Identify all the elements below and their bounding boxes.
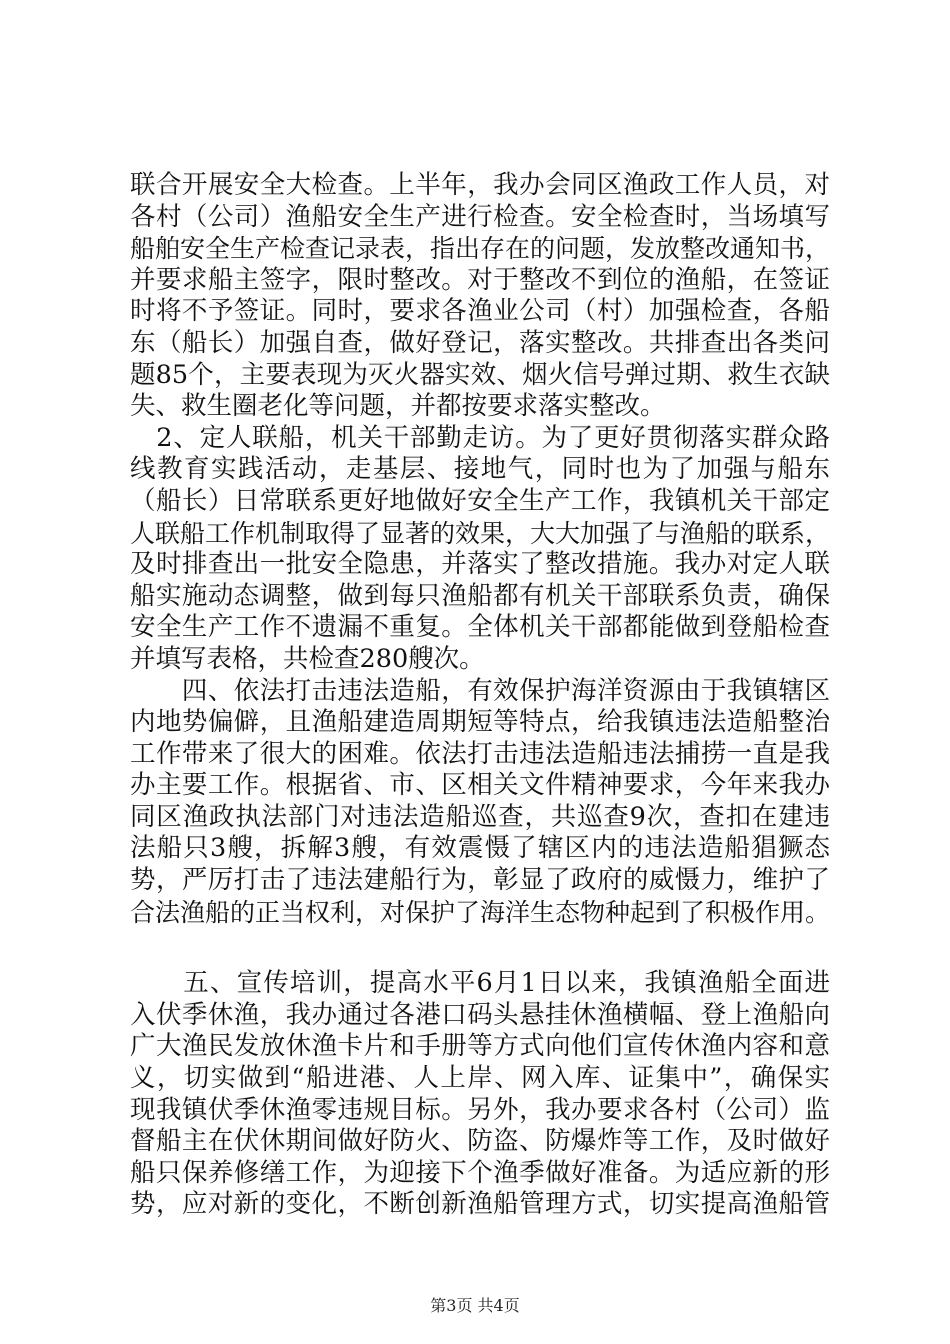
text-line: 势，严厉打击了违法建船行为，彰显了政府的威慑力，维护了 [130, 865, 830, 896]
paragraph-spacer [130, 928, 830, 968]
text-line: 义，切实做到“船进港、人上岸、网入库、证集中”，确保实 [130, 1063, 830, 1094]
text-line: 现我镇伏季休渔零违规目标。另外，我办要求各村（公司）监 [130, 1094, 830, 1125]
text-line: 船只保养修缮工作，为迎接下个渔季做好准备。为适应新的形 [130, 1157, 830, 1188]
text-line: 广大渔民发放休渔卡片和手册等方式向他们宣传休渔内容和意 [130, 1031, 830, 1062]
text-line: 入伏季休渔，我办通过各港口码头悬挂休渔横幅、登上渔船向 [130, 999, 830, 1030]
text-line: 内地势偏僻，且渔船建造周期短等特点，给我镇违法造船整治 [130, 707, 830, 738]
text-line: 工作带来了很大的困难。依法打击违法造船违法捕捞一直是我 [130, 738, 830, 769]
text-line: 东（船长）加强自查，做好登记，落实整改。共排查出各类问 [130, 327, 830, 358]
text-line: 并要求船主签字，限时整改。对于整改不到位的渔船，在签证 [130, 264, 830, 295]
text-line: 五、宣传培训，提高水平6月1日以来，我镇渔船全面进 [130, 968, 830, 999]
text-line: 各村（公司）渔船安全生产进行检查。安全检查时，当场填写 [130, 201, 830, 232]
text-line: 势，应对新的变化，不断创新渔船管理方式，切实提高渔船管 [130, 1189, 830, 1220]
paragraph-2 [130, 423, 830, 676]
text-line: 船舶安全生产检查记录表，指出存在的问题，发放整改通知书， [130, 234, 831, 264]
text-line: 题85个，主要表现为灭火器实效、烟火信号弹过期、救生衣缺 [130, 359, 830, 390]
text-line: （船长）日常联系更好地做好安全生产工作，我镇机关干部定 [130, 485, 830, 516]
text-line: 线教育实践活动，走基层、接地气，同时也为了加强与船东 [130, 454, 830, 485]
page-number-footer: 第3页 共4页 [430, 1296, 520, 1315]
text-line: 法船只3艘，拆解3艘，有效震慑了辖区内的违法造船猖獗态 [130, 833, 830, 864]
text-line: 合法渔船的正当权利，对保护了海洋生态物种起到了积极作用。 [130, 897, 831, 927]
text-line: 办主要工作。根据省、市、区相关文件精神要求，今年来我办 [130, 770, 830, 801]
text-line: 失、救生圈老化等问题，并都按要求落实整改。 [130, 391, 666, 422]
text-line: 时将不予签证。同时，要求各渔业公司（村）加强检查，各船 [130, 296, 830, 327]
text-line: 督船主在伏休期间做好防火、防盗、防爆炸等工作，及时做好 [130, 1126, 830, 1157]
text-line: 联合开展安全大检查。上半年，我办会同区渔政工作人员，对 [130, 170, 830, 200]
paragraph-4 [130, 968, 830, 1221]
text-line: 四、依法打击违法造船，有效保护海洋资源由于我镇辖区 [130, 675, 830, 706]
text-line: 人联船工作机制取得了显著的效果，大大加强了与渔船的联系， [130, 518, 831, 548]
text-line: 并填写表格，共检查280艘次。 [130, 643, 485, 674]
text-line: 船实施动态调整，做到每只渔船都有机关干部联系负责，确保 [130, 580, 830, 611]
text-line: 及时排查出一批安全隐患，并落实了整改措施。我办对定人联 [130, 549, 830, 580]
document-body [130, 170, 830, 1221]
paragraph-3 [130, 676, 830, 929]
paragraph-1 [130, 170, 830, 423]
text-line: 2、定人联船，机关干部勤走访。为了更好贯彻落实群众路 [130, 422, 830, 453]
text-line: 同区渔政执法部门对违法造船巡查，共巡查9次，查扣在建违 [130, 801, 830, 832]
text-line: 安全生产工作不遗漏不重复。全体机关干部都能做到登船检查 [130, 612, 830, 643]
